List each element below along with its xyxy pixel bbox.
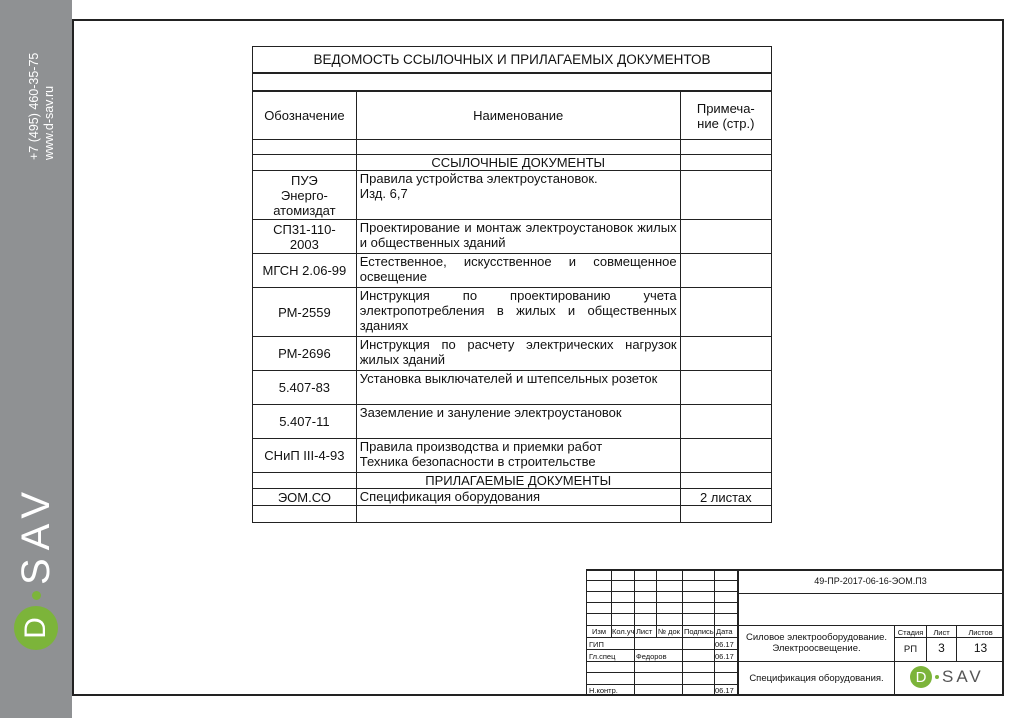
role-label: Гл.спец (589, 652, 616, 661)
doc-code-cell: ПУЭ Энерго- атомиздат (253, 171, 357, 220)
doc-name-cell: Правила устройства электроустановок. Изд. 6,7 (356, 171, 680, 220)
table-row (253, 405, 772, 439)
header-code: Обозначение (253, 91, 357, 140)
sheets-label: Листов (968, 628, 993, 637)
doc-code-cell: РМ-2696 (253, 337, 357, 371)
col-header: Лист (636, 627, 653, 636)
doc-code-cell: СП31-110- 2003 (253, 220, 357, 254)
logo-dot (32, 591, 41, 600)
doc-note-cell (680, 439, 771, 473)
doc-name-cell: Естественное, искусственное и совмещенное освещение (356, 254, 680, 288)
table-row (253, 254, 772, 288)
person-name: Федоров (636, 652, 667, 661)
section-reference-title: ССЫЛОЧНЫЕ ДОКУМЕНТЫ (356, 155, 680, 171)
doc-note-cell: 2 листах (680, 489, 771, 506)
table-row (253, 288, 772, 337)
col-header: № док (658, 627, 680, 636)
doc-code-cell: СНиП III-4-93 (253, 439, 357, 473)
logo-d: D (910, 666, 932, 688)
table-row (253, 171, 772, 220)
doc-note-cell (680, 371, 771, 405)
phone-number: +7 (495) 460-35-75 (27, 52, 41, 160)
sheet-label: Лист (933, 628, 950, 637)
doc-note-cell (680, 220, 771, 254)
doc-code-cell: 5.407-11 (253, 405, 357, 439)
website: www.d-sav.ru (42, 85, 56, 160)
logo-d: D (14, 606, 58, 650)
contact-block (27, 53, 57, 160)
doc-name-cell: Инструкция по проектированию учета электропотребления в жилых и общественных зданиях (356, 288, 680, 337)
empty-row (253, 506, 772, 523)
brand-strip (0, 0, 72, 718)
project-name: Силовое электрооборудование. Электроосвещение. (745, 632, 888, 654)
documents-table (252, 46, 772, 523)
section-row (253, 155, 772, 171)
dsav-logo-small (910, 666, 984, 688)
doc-name-cell: Спецификация оборудования (356, 489, 680, 506)
dsav-logo (14, 484, 58, 650)
table-row (253, 220, 772, 254)
role-label: Н.контр. (589, 686, 618, 695)
doc-name-cell: Заземление и зануление электроустановок (356, 405, 680, 439)
section-attached-title: ПРИЛАГАЕМЫЕ ДОКУМЕНТЫ (356, 473, 680, 489)
stage-label: Стадия (897, 628, 924, 637)
header-name: Наименование (356, 91, 680, 140)
header-note: Примеча- ние (стр.) (680, 91, 771, 140)
section-row (253, 473, 772, 489)
logo-sav: SAV (942, 667, 984, 686)
col-header: Кол.уч (612, 627, 635, 636)
col-header: Подпись (684, 627, 714, 636)
doc-name-cell: Правила производства и приемки работ Техника безопасности в строительстве (356, 439, 680, 473)
doc-code-cell: РМ-2559 (253, 288, 357, 337)
table-title-row (253, 47, 772, 74)
doc-code-cell: ЭОМ.СО (253, 489, 357, 506)
title-block (586, 569, 1004, 696)
doc-name-cell: Установка выключателей и штепсельных розеток (356, 371, 680, 405)
table-row (253, 489, 772, 506)
empty-row (253, 140, 772, 155)
doc-code: 49-ПР-2017-06-16-ЭОМ.П3 (814, 576, 927, 586)
doc-note-cell (680, 171, 771, 220)
stage-value: РП (903, 644, 918, 655)
col-header: Дата (716, 627, 733, 636)
sheet-value: 3 (938, 641, 945, 655)
sign-date: 06.17 (715, 640, 734, 649)
doc-note-cell (680, 288, 771, 337)
sheets-value: 13 (973, 641, 988, 655)
header-row (253, 91, 772, 140)
sheet-title: Спецификация оборудования. (749, 673, 884, 684)
doc-note-cell (680, 254, 771, 288)
doc-note-cell (680, 337, 771, 371)
sign-date: 06.17 (715, 652, 734, 661)
spacer-row (253, 73, 772, 91)
doc-code-cell: МГСН 2.06-99 (253, 254, 357, 288)
doc-note-cell (680, 405, 771, 439)
col-header: Изм (592, 627, 606, 636)
logo-dot (935, 675, 939, 679)
table-row (253, 439, 772, 473)
logo-sav: SAV (14, 483, 58, 585)
table-title: ВЕДОМОСТЬ ССЫЛОЧНЫХ И ПРИЛАГАЕМЫХ ДОКУМЕНТОВ (253, 47, 772, 74)
table-row (253, 337, 772, 371)
role-label: ГИП (589, 640, 604, 649)
doc-code-cell: 5.407-83 (253, 371, 357, 405)
doc-name-cell: Инструкция по расчету электрических нагрузок жилых зданий (356, 337, 680, 371)
table-row (253, 371, 772, 405)
sign-date: 06.17 (715, 686, 734, 695)
doc-name-cell: Проектирование и монтаж электроустановок жилых и общественных зданий (356, 220, 680, 254)
